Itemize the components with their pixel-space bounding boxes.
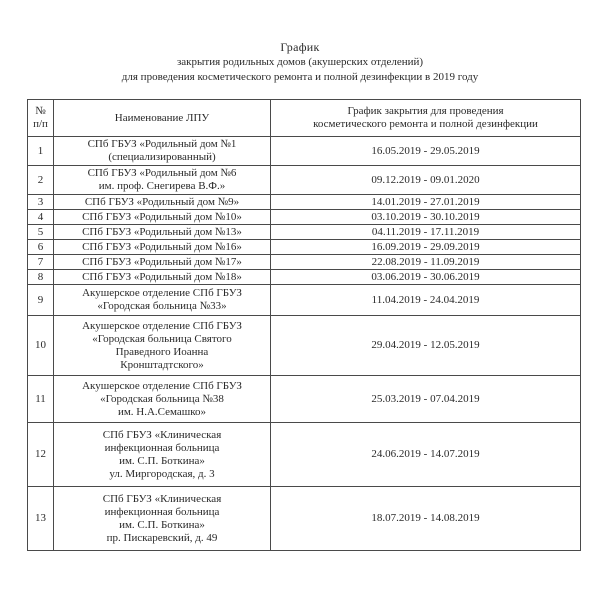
row-number: 12 — [28, 423, 54, 487]
institution-name — [54, 225, 271, 240]
closure-dates: 14.01.2019 - 27.01.2019 — [271, 195, 581, 210]
institution-name-line: СПб ГБУЗ «Клиническая — [102, 492, 222, 505]
row-number: 9 — [28, 285, 54, 316]
institution-name-line: СПб ГБУЗ «Родильный дом №10» — [82, 210, 242, 223]
institution-name-line: им. проф. Снегирева В.Ф.» — [98, 180, 226, 192]
table-row — [28, 137, 581, 166]
row-number: 13 — [28, 487, 54, 551]
header-name: Наименование ЛПУ — [54, 100, 271, 137]
institution-name-line: инфекционная больница — [104, 505, 220, 518]
header-num-line: п/п — [33, 118, 48, 130]
institution-name — [54, 270, 271, 285]
table-row — [28, 376, 581, 423]
institution-name — [54, 137, 271, 166]
table-row — [28, 210, 581, 225]
row-number: 1 — [28, 137, 54, 166]
institution-name-line: СПб ГБУЗ «Родильный дом №6 — [87, 167, 237, 179]
institution-name — [54, 210, 271, 225]
closure-dates: 25.03.2019 - 07.04.2019 — [271, 376, 581, 423]
institution-name-line: СПб ГБУЗ «Родильный дом №17» — [82, 255, 242, 268]
table-row — [28, 240, 581, 255]
header-schedule — [271, 100, 581, 137]
row-number: 3 — [28, 195, 54, 210]
institution-name-line: Акушерское отделение СПб ГБУЗ — [82, 319, 242, 332]
institution-name-line: Акушерское отделение СПб ГБУЗ — [82, 379, 242, 392]
institution-name-line: СПб ГБУЗ «Родильный дом №16» — [82, 240, 242, 253]
institution-name-line: Акушерское отделение СПб ГБУЗ — [82, 287, 242, 299]
row-number: 7 — [28, 255, 54, 270]
row-number: 6 — [28, 240, 54, 255]
table-row — [28, 255, 581, 270]
closure-dates: 22.08.2019 - 11.09.2019 — [271, 255, 581, 270]
institution-name-line: СПб ГБУЗ «Родильный дом №18» — [82, 270, 242, 283]
closure-dates: 16.05.2019 - 29.05.2019 — [271, 137, 581, 166]
header-schedule-line: косметического ремонта и полной дезинфекции — [313, 118, 538, 130]
institution-name-line: ул. Миргородская, д. 3 — [109, 467, 215, 480]
institution-name-line: СПб ГБУЗ «Родильный дом №1 — [87, 138, 237, 150]
table-row — [28, 316, 581, 376]
institution-name-line: СПб ГБУЗ «Родильный дом №13» — [82, 225, 242, 238]
heading-title: График — [280, 40, 320, 54]
closure-dates: 03.06.2019 - 30.06.2019 — [271, 270, 581, 285]
closure-dates: 03.10.2019 - 30.10.2019 — [271, 210, 581, 225]
institution-name-line: им. С.П. Боткина» — [119, 518, 205, 531]
row-number: 5 — [28, 225, 54, 240]
table-row — [28, 195, 581, 210]
table-row — [28, 487, 581, 551]
institution-name — [54, 376, 271, 423]
closure-dates: 18.07.2019 - 14.08.2019 — [271, 487, 581, 551]
table-row — [28, 270, 581, 285]
closure-dates: 11.04.2019 - 24.04.2019 — [271, 285, 581, 316]
institution-name-line: пр. Пискаревский, д. 49 — [106, 531, 218, 544]
institution-name-line: им. Н.А.Семашко» — [117, 405, 207, 418]
institution-name — [54, 255, 271, 270]
institution-name — [54, 316, 271, 376]
header-schedule-line: График закрытия для проведения — [347, 105, 504, 117]
schedule-table — [27, 99, 581, 551]
closure-dates: 04.11.2019 - 17.11.2019 — [271, 225, 581, 240]
row-number: 8 — [28, 270, 54, 285]
institution-name-line: Кронштадтского» — [120, 358, 204, 371]
institution-name-line: «Городская больница №38 — [100, 392, 224, 405]
institution-name-line: «Городская больница №33» — [97, 300, 227, 312]
institution-name-line: инфекционная больница — [104, 441, 220, 454]
heading-subtitle-2: для проведения косметического ремонта и полной дезинфекции в 2019 году — [121, 71, 479, 83]
institution-name-line: СПб ГБУЗ «Родильный дом №9» — [84, 195, 240, 208]
row-number: 2 — [28, 166, 54, 195]
table-row — [28, 285, 581, 316]
institution-name — [54, 240, 271, 255]
closure-dates: 09.12.2019 - 09.01.2020 — [271, 166, 581, 195]
institution-name-line: (специализированный) — [108, 151, 216, 163]
institution-name — [54, 166, 271, 195]
table-row — [28, 225, 581, 240]
table-row — [28, 423, 581, 487]
institution-name — [54, 285, 271, 316]
table-header-row — [28, 100, 581, 137]
institution-name — [54, 195, 271, 210]
heading-subtitle: закрытия родильных домов (акушерских отделений) — [176, 56, 424, 68]
table-body — [28, 137, 581, 551]
institution-name-line: СПб ГБУЗ «Клиническая — [102, 428, 222, 441]
closure-dates: 16.09.2019 - 29.09.2019 — [271, 240, 581, 255]
row-number: 10 — [28, 316, 54, 376]
institution-name-line: им. С.П. Боткина» — [119, 454, 205, 467]
institution-name — [54, 487, 271, 551]
closure-dates: 29.04.2019 - 12.05.2019 — [271, 316, 581, 376]
document-heading — [0, 40, 600, 85]
institution-name — [54, 423, 271, 487]
header-num — [28, 100, 54, 137]
row-number: 4 — [28, 210, 54, 225]
closure-dates: 24.06.2019 - 14.07.2019 — [271, 423, 581, 487]
header-num-line: № — [35, 105, 46, 117]
row-number: 11 — [28, 376, 54, 423]
institution-name-line: Праведного Иоанна — [115, 345, 209, 358]
table-row — [28, 166, 581, 195]
institution-name-line: «Городская больница Святого — [92, 332, 232, 345]
